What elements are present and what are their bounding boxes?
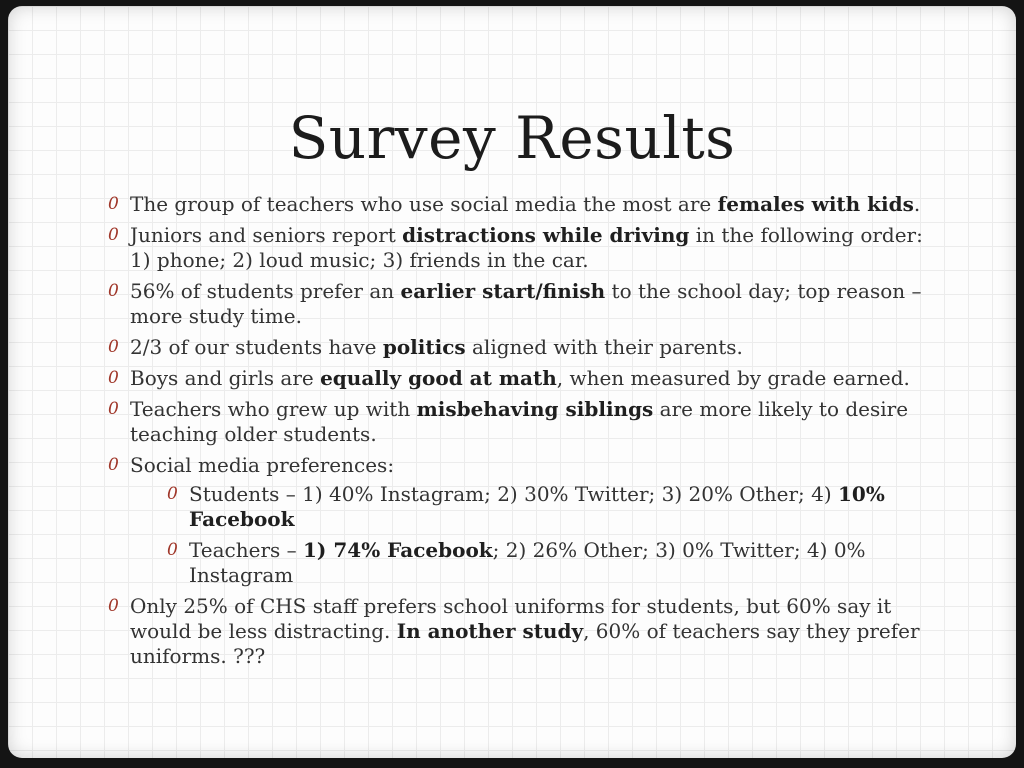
bullet-text: . — [913, 192, 921, 216]
bullet-text: ; 2) 26% Other; 3) 0% Twitter; 4) 0% Instagram — [189, 538, 866, 587]
bullet-item — [108, 223, 928, 273]
bullet-emphasis: distractions while driving — [402, 223, 690, 247]
bullet-text: are more likely to desire teaching older students. — [130, 397, 909, 446]
bullet-item — [108, 453, 928, 588]
bullet-text: Teachers who grew up with — [130, 397, 417, 421]
bullet-emphasis: In another study — [396, 619, 584, 643]
bullet-text: Only 25% of CHS staff prefers school uniforms for students, but 60% say it would be less distracting. — [130, 594, 892, 643]
bullet-text: Boys and girls are — [130, 366, 321, 390]
bullet-marker: 0 — [108, 337, 119, 357]
bullet-text: 2/3 of our students have — [130, 335, 383, 359]
bullet-marker: 0 — [167, 484, 178, 504]
bullet-text: , when measured by grade earned. — [556, 366, 910, 390]
sub-bullet-list — [130, 482, 928, 588]
bullet-text: Juniors and seniors report — [130, 223, 403, 247]
bullet-text: The group of teachers who use social media the most are — [130, 192, 718, 216]
bullet-item — [108, 335, 928, 360]
bullet-marker: 0 — [108, 368, 119, 388]
bullet-marker: 0 — [108, 281, 119, 301]
bullet-emphasis: females with kids — [717, 192, 914, 216]
slide-title: Survey Results — [288, 104, 736, 172]
bullet-item — [108, 594, 928, 669]
sub-bullet-item — [167, 482, 928, 532]
bullet-list — [108, 192, 928, 669]
bullet-marker: 0 — [108, 399, 119, 419]
bullet-text: Teachers – — [189, 538, 304, 562]
bullet-emphasis: 10% Facebook — [189, 482, 885, 531]
bullet-item — [108, 397, 928, 447]
bullet-text: Social media preferences: — [130, 453, 395, 477]
slide — [8, 6, 1016, 758]
bullet-text: Students – 1) 40% Instagram; 2) 30% Twitter; 3) 20% Other; 4) — [189, 482, 838, 506]
bullet-marker: 0 — [108, 596, 119, 616]
bullet-emphasis: politics — [382, 335, 466, 359]
bullet-marker: 0 — [108, 225, 119, 245]
bullet-text: aligned with their parents. — [465, 335, 743, 359]
bullet-item — [108, 366, 928, 391]
bullet-emphasis: equally good at math — [320, 366, 557, 390]
bullet-text: , 60% of teachers say they prefer uniforms. ??? — [130, 619, 920, 668]
bullet-marker: 0 — [108, 194, 119, 214]
bullet-marker: 0 — [167, 540, 178, 560]
bullet-emphasis: misbehaving siblings — [416, 397, 654, 421]
sub-bullet-item — [167, 538, 928, 588]
bullet-emphasis: 1) 74% Facebook — [303, 538, 493, 562]
bullet-text: in the following order: 1) phone; 2) loud music; 3) friends in the car. — [130, 223, 923, 272]
bullet-marker: 0 — [108, 455, 119, 475]
bullet-text: 56% of students prefer an — [130, 279, 401, 303]
bullet-text: to the school day; top reason – more study time. — [130, 279, 922, 328]
slide-content — [108, 192, 928, 675]
bullet-item — [108, 279, 928, 329]
bullet-item — [108, 192, 928, 217]
bullet-emphasis: earlier start/finish — [400, 279, 606, 303]
